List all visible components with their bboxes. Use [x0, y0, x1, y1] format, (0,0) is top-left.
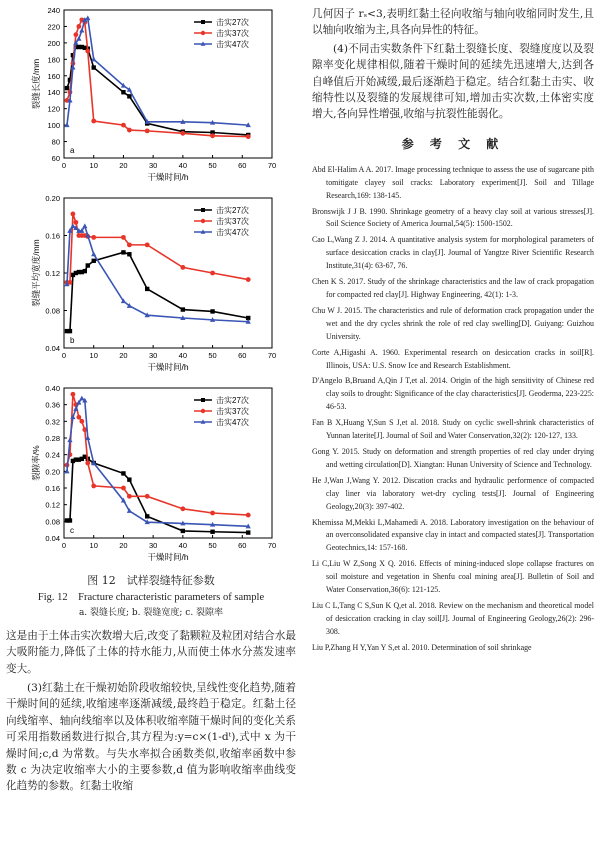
data-point [73, 220, 78, 225]
data-point [85, 15, 90, 20]
data-point [127, 94, 131, 98]
x-tick-label: 50 [208, 541, 217, 550]
data-point [79, 396, 84, 401]
y-tick-label: 0.12 [45, 269, 60, 278]
y-tick-label: 60 [51, 154, 60, 163]
data-point [85, 49, 90, 54]
legend-label: 击实27次 [216, 18, 249, 27]
y-tick-label: 0.28 [45, 434, 60, 443]
y-tick-label: 120 [47, 104, 60, 114]
x-tick-label: 20 [119, 161, 128, 170]
data-point [246, 513, 251, 518]
data-point [121, 90, 125, 94]
data-point [68, 518, 72, 522]
data-point [86, 263, 90, 267]
data-point [181, 307, 185, 311]
x-tick-label: 0 [61, 351, 67, 360]
x-tick-label: 50 [208, 351, 217, 360]
data-point [210, 530, 214, 534]
y-tick-label: 80 [51, 137, 60, 147]
x-tick-label: 70 [267, 541, 277, 550]
y-tick-label: 160 [47, 71, 60, 81]
left-column [6, 0, 296, 846]
data-point [76, 24, 81, 29]
data-point [145, 128, 150, 133]
y-tick-label: 0.16 [45, 231, 60, 241]
legend-marker [201, 398, 205, 402]
data-point [73, 32, 78, 37]
data-point [91, 235, 96, 240]
x-tick-label: 20 [119, 351, 128, 360]
data-point [145, 287, 149, 291]
legend-marker [201, 208, 205, 212]
y-tick-label: 0.08 [45, 517, 60, 527]
x-tick-label: 10 [89, 161, 98, 170]
data-point [91, 57, 96, 62]
data-point [127, 477, 131, 481]
data-point [71, 212, 76, 217]
data-point [91, 484, 96, 489]
data-point [145, 494, 150, 499]
data-point [71, 392, 76, 397]
data-point [121, 123, 126, 128]
y-tick-label: 0.04 [45, 534, 60, 543]
reference-item: Gong Y. 2015. Study on deformation and strength properties of red clay under drying and wetting circulation[D]. Xiangtan: Hunan University of Science and Technology. [312, 446, 594, 469]
y-tick-label: 220 [47, 22, 60, 32]
data-point [210, 309, 214, 313]
data-point [121, 250, 125, 254]
data-point [91, 251, 96, 256]
y-axis-label: 裂缝长度/mm [31, 58, 41, 110]
data-point [82, 223, 87, 228]
data-point [246, 277, 251, 282]
x-tick-label: 30 [148, 161, 158, 170]
data-point [127, 128, 132, 133]
panel-label: a [70, 146, 75, 155]
references-list [312, 164, 594, 655]
y-tick-label: 200 [47, 38, 60, 48]
data-point [68, 329, 72, 333]
reference-item: Cao L,Wang Z J. 2014. A quantitative analysis system for morphological parameters of surface desiccation cracks in clay[J]. Journal of Yangtze River Scientific Research Institute,31(4): 63-67, 76. [312, 235, 594, 271]
data-point [127, 242, 132, 247]
x-tick-label: 30 [148, 351, 158, 360]
data-point [246, 134, 251, 139]
y-tick-label: 0.08 [45, 306, 60, 316]
x-tick-label: 20 [119, 541, 128, 550]
figure-caption-cn: 图 12 试样裂缝特征参数 [87, 574, 215, 587]
y-tick-label: 180 [47, 55, 60, 65]
y-tick-label: 0.20 [45, 194, 60, 203]
right-column [312, 0, 594, 846]
legend-label: 击实27次 [216, 396, 249, 405]
x-tick-label: 60 [238, 541, 247, 550]
y-tick-label: 240 [47, 6, 60, 15]
reference-item: Liu P,Zhang H Y,Yan Y S,et al. 2010. Determination of soil shrinkage [312, 642, 532, 652]
series-line [67, 252, 248, 331]
data-point [181, 529, 185, 533]
x-tick-label: 40 [178, 161, 188, 170]
reference-item: Fan B X,Huang Y,Sun S J,et al. 2018. Study on cyclic swell-shrink characteristics of Yunnan laterite[J]. Journal of Soil and Water Conservation,32(2): 120-127, 133. [312, 418, 594, 441]
legend-label: 击实47次 [216, 40, 249, 49]
right-paragraph-2: (4)不同击实数条件下红黏土裂缝长度、裂缝度度以及裂隙率变化规律相似,随着干燥时间的延续先迅速增大,达到各自峰值后开始减缓,最后逐渐趋于稳定。结合红黏土击实、收缩特性以及裂缝的发展规律可知,增加击实次数,土体密实度增大,各向异性增强,收缩与抗裂性能弱化。 [312, 42, 594, 121]
chart-b-fracture-width [6, 192, 296, 374]
reference-item: D'Angelo B,Bruand A,Qin J T,et al. 2014. Origin of the high sensitivity of Chinese red clay soils to drought: Significance of the clay characteristics[J]. Geoderma, 223-225: 46-53. [312, 376, 594, 412]
x-tick-label: 40 [178, 351, 188, 360]
data-point [145, 514, 149, 518]
x-tick-label: 10 [89, 541, 98, 550]
x-tick-label: 70 [267, 351, 277, 360]
reference-item: Bronswijk J J B. 1990. Shrinkage geometry of a heavy clay soil at various stresses[J]. Soil Science Society of America Journal,54(5): 1500-1502. [312, 206, 594, 229]
x-tick-label: 30 [148, 541, 158, 550]
x-tick-label: 60 [238, 161, 247, 170]
data-point [210, 271, 215, 276]
data-point [180, 265, 185, 270]
x-tick-label: 70 [267, 161, 277, 170]
reference-item: Chu W J. 2015. The characteristics and rule of deformation crack propagation under the wet and the dry cycles shrink the role of red clay swelling[D]. Guiyang: Guizhou University. [312, 305, 594, 341]
y-tick-label: 140 [47, 88, 60, 98]
reference-item: He J,Wan J,Wang Y. 2012. Discation cracks and hydraulic performence of compacted clay liner via laboratory wet-dry cycling tests[J]. Journal of Engineering Geology,20(3): 397-402. [312, 475, 594, 511]
y-tick-label: 0.32 [45, 417, 60, 427]
x-tick-label: 10 [89, 351, 98, 360]
data-point [92, 259, 96, 263]
reference-item: Chen K S. 2017. Study of the shrinkage characteristics and the law of crack propagation for compacted red clay[J]. Highway Engineering, 42(1): 1-3. [312, 277, 594, 299]
x-tick-label: 0 [61, 541, 67, 550]
y-tick-label: 100 [47, 121, 60, 131]
y-axis-label: 裂缝平均宽度/mm [31, 239, 41, 307]
legend-label: 击实37次 [216, 407, 249, 416]
data-point [145, 242, 150, 247]
reference-item: Corte A,Higashi A. 1960. Experimental research on desiccation cracks in soil[R]. Illinois, USA: U.S. Snow Ice and Research Establishment. [312, 347, 594, 370]
y-tick-label: 0.12 [45, 500, 60, 510]
chart-a-fracture-length [6, 4, 296, 184]
panel-label: c [70, 526, 74, 535]
legend-label: 击实47次 [216, 228, 249, 237]
y-tick-label: 0.36 [45, 400, 60, 410]
x-axis-label: 干燥时间/h [147, 362, 189, 372]
legend-marker [201, 219, 205, 223]
legend-label: 击实47次 [216, 418, 249, 427]
data-point [210, 133, 215, 138]
x-tick-label: 50 [208, 161, 217, 170]
data-point [121, 471, 125, 475]
x-tick-label: 0 [61, 161, 67, 170]
legend-label: 击实37次 [216, 29, 249, 38]
data-point [79, 419, 84, 424]
references-title: 参 考 文 献 [401, 136, 505, 151]
series-line [67, 457, 248, 533]
data-point [121, 235, 126, 240]
reference-item: Khemissa M,Mekki L,Mahamedi A. 2018. Laboratory investigation on the behaviour of an overconsolidated expansive clay in intact and compacted states[J]. Transportation Geotechnics,14: 157-168. [312, 517, 594, 553]
data-point [180, 131, 185, 136]
chart-c-fracture-ratio [6, 382, 296, 564]
legend-label: 击实37次 [216, 217, 249, 226]
reference-item: Liu C L,Tang C S,Sun K Q,et al. 2018. Review on the mechanism and theoretical model of desiccation cracking in clay soil[J]. Journal of Engineering Geology,26(2): 296-308. [312, 600, 594, 636]
reference-item: Abd El-Halim A A. 2017. Image processing technique to assess the use of sugarcane pith tomitigate clayey soil cracks: Laboratory experiment[J]. Soil and Tillage Research,169: 138-145. [312, 164, 594, 200]
reference-item: Li C,Liu W Z,Song X Q. 2016. Effects of mining-induced slope collapse fractures on soil moisture and vegetation in Shenfu coal mining area[J]. Bulletin of Soil and Water Conservation,36(6): 121-125. [312, 559, 594, 595]
x-tick-label: 60 [238, 351, 247, 360]
y-tick-label: 0.20 [45, 467, 60, 477]
y-tick-label: 0.40 [45, 384, 60, 393]
data-point [127, 252, 131, 256]
data-point [127, 494, 132, 499]
left-paragraph-1: 这是由于土体击实次数增大后,改变了黏颗粒及粒团对结合水最大吸附能力,降低了土体的持水能力,从而使土体水分蒸发速率变大。 [6, 630, 296, 675]
data-point [85, 461, 90, 466]
y-tick-label: 0.04 [45, 344, 60, 353]
legend-marker [201, 31, 205, 35]
figure-caption-sub: a. 裂缝长度; b. 裂缝宽度; c. 裂隙率 [78, 608, 224, 618]
data-point [65, 86, 69, 90]
right-paragraph-1: 几何因子 rₛ<3,表明红黏土径向收缩与轴向收缩同时发生,且以轴向收缩为主,具各向异性的特征。 [312, 8, 594, 37]
legend-marker [201, 20, 205, 24]
data-point [246, 530, 250, 534]
data-point [210, 511, 215, 516]
data-point [83, 269, 87, 273]
x-tick-label: 40 [178, 541, 188, 550]
data-point [180, 506, 185, 511]
data-point [91, 119, 96, 124]
y-tick-label: 0.16 [45, 484, 60, 493]
legend-marker [201, 409, 205, 413]
legend-label: 击实27次 [216, 206, 249, 215]
data-point [67, 437, 72, 442]
y-axis-label: 裂隙率/% [31, 445, 41, 481]
x-axis-label: 干燥时间/h [147, 552, 189, 562]
panel-label: b [70, 336, 75, 345]
y-tick-label: 0.24 [45, 450, 60, 460]
x-axis-label: 干燥时间/h [147, 172, 189, 182]
figure-caption-en: Fig. 12 Fracture characteristic parameters of sample [37, 592, 265, 603]
data-point [121, 486, 126, 491]
data-point [92, 65, 96, 69]
data-point [76, 415, 81, 420]
left-paragraph-2: (3)红黏土在干燥初始阶段收缩较快,呈线性变化趋势,随着干燥时间的延续,收缩速率逐渐减缓,最终趋于稳定。红黏土径向线缩率、轴向线缩率以及体积收缩率随干燥时间的变化关系可采用指数函数进行拟合,其方程为:y=c×(1-dᵗ),式中 x 为干燥时间;c,d 为常数。与失水率拟合函数类似,收缩率函数中参数 c 为决定收缩率大小的主要参数,d 值为影响收缩率曲线变化趋势的参数。红黏土收缩 [6, 682, 296, 793]
